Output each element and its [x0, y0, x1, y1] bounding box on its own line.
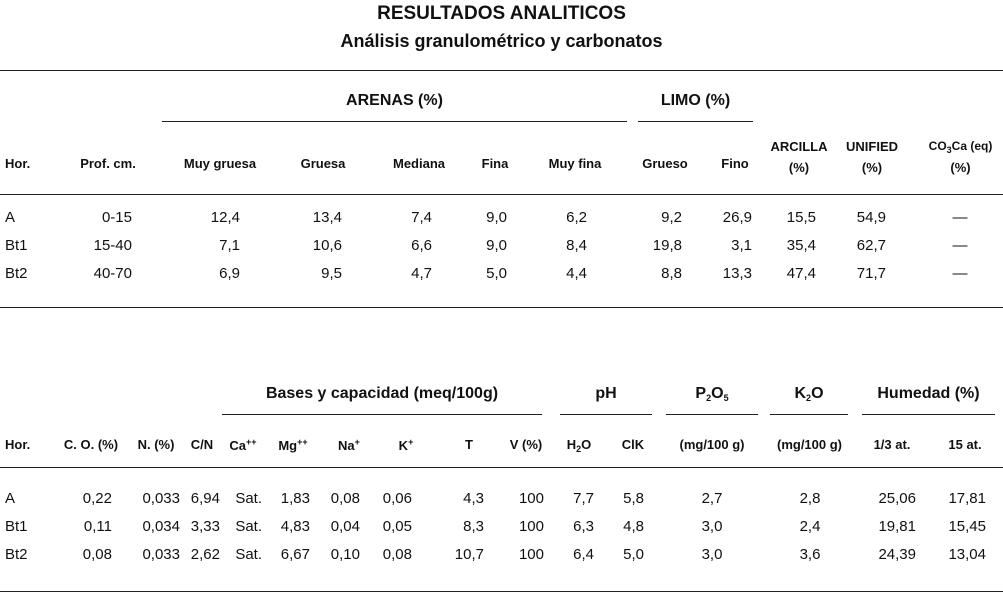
cell-prof: 0-15 — [101, 209, 132, 226]
table1-top-rule — [0, 70, 1003, 71]
cell-k: 0,05 — [382, 518, 412, 535]
cell-h2o: 6,4 — [573, 546, 594, 563]
cell-co3ca: — — [952, 265, 968, 282]
cell-prof: 40-70 — [93, 265, 132, 282]
cell-v: 100 — [518, 546, 544, 563]
cell-h2o: 6,3 — [573, 518, 594, 535]
cell-na: 0,10 — [330, 546, 360, 563]
ph-rule — [560, 414, 652, 415]
col-h2o: $H_2O$ — [566, 437, 592, 454]
cell-muy-fina: 8,4 — [566, 237, 587, 254]
col-co: C. O. (%) — [63, 437, 119, 452]
cell-grueso: 8,8 — [661, 265, 682, 282]
cell-p2o5: 3,0 — [701, 546, 723, 563]
cell-clk: 5,8 — [623, 490, 644, 507]
cell-muy-gruesa: 12,4 — [210, 209, 240, 226]
arenas-rule — [162, 121, 627, 122]
col-p2o5-unit: (mg/100 g) — [679, 437, 745, 452]
cell-muy-fina: 6,2 — [566, 209, 587, 226]
col-muy-gruesa: Muy gruesa — [183, 156, 257, 171]
cell-na: 0,08 — [330, 490, 360, 507]
group-ph: pH — [595, 385, 617, 402]
group-limo: LIMO (%) — [660, 92, 731, 109]
col-k: K+ — [398, 437, 414, 453]
page-title: RESULTADOS ANALITICOS — [377, 3, 626, 24]
cell-k2o: 2,4 — [799, 518, 821, 535]
cell-co: 0,11 — [83, 518, 112, 535]
cell-k: 0,06 — [382, 490, 412, 507]
col-unified-unit: (%) — [861, 160, 883, 175]
cell-co3ca: — — [952, 237, 968, 254]
humedad-rule — [862, 414, 995, 415]
cell-fino: 26,9 — [722, 209, 752, 226]
cell-arcilla: 47,4 — [786, 265, 816, 282]
cell-n: 0,033 — [142, 490, 180, 507]
cell-co3ca: — — [952, 209, 968, 226]
cell-fino: 3,1 — [731, 237, 752, 254]
col-grueso: Grueso — [642, 156, 688, 171]
limo-rule — [638, 121, 753, 122]
col-mediana: Mediana — [392, 156, 445, 171]
cell-t: 4,3 — [463, 490, 484, 507]
table1-header-rule — [0, 194, 1003, 195]
col-hor: Hor. — [5, 156, 31, 171]
table1-bottom-rule — [0, 307, 1003, 308]
col-t: T — [465, 437, 473, 452]
col-v: V (%) — [509, 437, 543, 452]
cell-v: 100 — [518, 490, 544, 507]
cell-h2o: 7,7 — [573, 490, 594, 507]
group-bases: Bases y capacidad (meq/100g) — [265, 385, 499, 402]
col-prof: Prof. cm. — [80, 156, 136, 171]
cell-unified: 71,7 — [856, 265, 886, 282]
table2-bottom-rule — [0, 591, 1003, 592]
cell-p2o5: 3,0 — [701, 518, 723, 535]
cell-clk: 5,0 — [623, 546, 644, 563]
col-clk: ClK — [621, 437, 645, 452]
cell-muy-fina: 4,4 — [566, 265, 587, 282]
col-unified: UNIFIED — [846, 139, 898, 154]
col-n: N. (%) — [137, 437, 175, 452]
cell-hor: A — [5, 490, 16, 507]
col-hor: Hor. — [5, 437, 31, 452]
cell-k: 0,08 — [382, 546, 412, 563]
cell-hor: Bt2 — [5, 546, 28, 563]
cell-hum13: 19,81 — [878, 518, 916, 535]
col-mg: Mg++ — [278, 437, 308, 453]
cell-na: 0,04 — [330, 518, 360, 535]
cell-fina: 9,0 — [486, 237, 507, 254]
cell-fina: 5,0 — [486, 265, 507, 282]
cell-grueso: 9,2 — [661, 209, 682, 226]
col-co3ca: $CO_3Ca$ (eq) — [928, 139, 993, 155]
cell-hum13: 24,39 — [878, 546, 916, 563]
cell-unified: 54,9 — [856, 209, 886, 226]
col-hum15: 15 at. — [948, 437, 982, 452]
k2o-rule — [770, 414, 848, 415]
cell-hum15: 17,81 — [948, 490, 986, 507]
cell-clk: 4,8 — [623, 518, 644, 535]
bases-rule — [222, 414, 542, 415]
cell-gruesa: 9,5 — [321, 265, 342, 282]
cell-n: 0,033 — [142, 546, 180, 563]
cell-mg: 4,83 — [280, 518, 310, 535]
cell-hum13: 25,06 — [878, 490, 916, 507]
col-hum13: 1/3 at. — [873, 437, 911, 452]
cell-co: 0,22 — [82, 490, 112, 507]
cell-hor: Bt1 — [5, 237, 28, 254]
cell-ca: Sat. — [235, 490, 262, 507]
cell-fina: 9,0 — [486, 209, 507, 226]
col-ca: Ca++ — [229, 437, 257, 453]
col-arcilla: ARCILLA — [770, 139, 828, 154]
col-cn: C/N — [190, 437, 214, 452]
p2o5-rule — [666, 414, 758, 415]
cell-hor: Bt2 — [5, 265, 28, 282]
cell-gruesa: 13,4 — [312, 209, 342, 226]
col-k2o-unit: (mg/100 g) — [776, 437, 842, 452]
cell-hor: Bt1 — [5, 518, 28, 535]
cell-prof: 15-40 — [93, 237, 132, 254]
cell-t: 8,3 — [463, 518, 484, 535]
cell-co: 0,08 — [82, 546, 112, 563]
cell-mg: 1,83 — [280, 490, 310, 507]
cell-n: 0,034 — [142, 518, 180, 535]
cell-ca: Sat. — [235, 546, 262, 563]
cell-cn: 2,62 — [190, 546, 220, 563]
cell-ca: Sat. — [235, 518, 262, 535]
col-fina: Fina — [481, 156, 509, 171]
cell-cn: 6,94 — [190, 490, 220, 507]
cell-k2o: 2,8 — [799, 490, 821, 507]
col-co3ca-unit: (%) — [950, 160, 971, 175]
group-k2o: $K_2O$ — [794, 385, 824, 403]
cell-mediana: 7,4 — [411, 209, 432, 226]
cell-muy-gruesa: 6,9 — [219, 265, 240, 282]
col-arcilla-unit: (%) — [788, 160, 810, 175]
group-arenas: ARENAS (%) — [346, 92, 443, 109]
cell-hor: A — [5, 209, 16, 226]
cell-p2o5: 2,7 — [701, 490, 723, 507]
col-gruesa: Gruesa — [300, 156, 346, 171]
cell-v: 100 — [518, 518, 544, 535]
cell-cn: 3,33 — [190, 518, 220, 535]
cell-muy-gruesa: 7,1 — [219, 237, 240, 254]
page-subtitle: Análisis granulométrico y carbonatos — [340, 31, 663, 51]
cell-hum15: 15,45 — [948, 518, 986, 535]
cell-grueso: 19,8 — [652, 237, 682, 254]
group-p2o5: $P_2O_5$ — [695, 385, 729, 403]
cell-fino: 13,3 — [722, 265, 752, 282]
cell-k2o: 3,6 — [799, 546, 821, 563]
cell-mediana: 4,7 — [411, 265, 432, 282]
cell-arcilla: 35,4 — [786, 237, 816, 254]
col-fino: Fino — [721, 156, 749, 171]
cell-hum15: 13,04 — [948, 546, 986, 563]
cell-mediana: 6,6 — [411, 237, 432, 254]
table2-header-rule — [0, 467, 1003, 468]
col-na: Na+ — [338, 437, 360, 453]
cell-unified: 62,7 — [856, 237, 886, 254]
col-muy-fina: Muy fina — [548, 156, 602, 171]
cell-arcilla: 15,5 — [786, 209, 816, 226]
cell-gruesa: 10,6 — [312, 237, 342, 254]
cell-mg: 6,67 — [280, 546, 310, 563]
cell-t: 10,7 — [454, 546, 484, 563]
group-humedad: Humedad (%) — [877, 385, 980, 402]
